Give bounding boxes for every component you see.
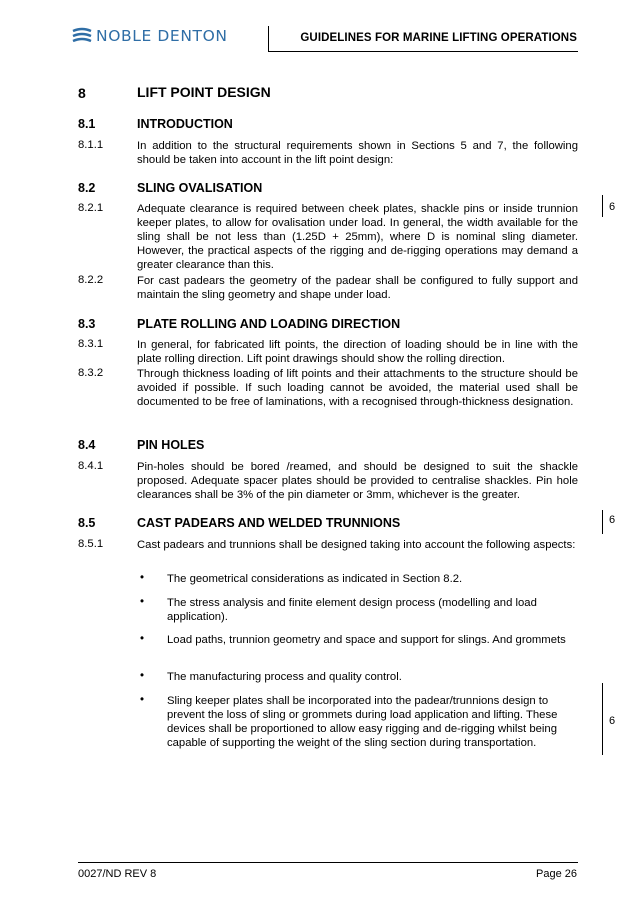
bullet-marker: • [140,596,145,608]
logo-text: NOBLE DENTON [96,27,228,45]
paragraph-text: Cast padears and trunnions shall be designed taking into account the following aspects: [137,539,576,551]
bullet-marker: • [140,572,145,584]
subsection-number: 8.4 [78,438,96,452]
bullet-marker: • [140,670,145,682]
paragraph-number: 8.4.1 [78,460,104,472]
bullet-text: The geometrical considerations as indicated in Section 8.2. [167,573,463,585]
subsection-number: 8.3 [78,317,96,331]
subsection-number: 8.1 [78,117,96,131]
paragraph-text: For cast padears the geometry of the padear shall be configured to fully support and maintain the sling geometry and shape under load. [137,275,578,301]
section-title: LIFT POINT DESIGN [137,84,271,100]
subsection-title: PIN HOLES [137,438,205,452]
subsection-title: SLING OVALISATION [137,181,263,195]
paragraph-number: 8.2.1 [78,202,104,214]
paragraph-text: Through thickness loading of lift points and their attachments to the structure should be avoided if possible. If such loading cannot be avoided, the material used shall be documented to be free of laminations, with a recognised through-thickness designation. [137,368,578,408]
subsection-title: PLATE ROLLING AND LOADING DIRECTION [137,317,401,331]
subsection-title: CAST PADEARS AND WELDED TRUNNIONS [137,516,401,530]
paragraph-text: Adequate clearance is required between cheek plates, shackle pins or inside trunnion keeper plates, to allow for ovalisation under load. In general, the width available for the sling shall be not less than (1.25D + 25mm), where D is nominal sling diameter. However, the practical aspects of the rigging and de-rigging operations may demand a greater clearance than this. [137,203,578,271]
subsection-number: 8.2 [78,181,96,195]
paragraph-text: Pin-holes should be bored /reamed, and should be designed to suit the shackle proposed. Adequate spacer plates should be provided to centralise shackles. Pin hole clearances shall be 3% of the pin diameter or 3mm, whichever is the greater. [137,461,578,501]
wave-lines-logo-icon [72,27,92,45]
header-divider-horizontal [268,51,578,52]
paragraph-number: 8.5.1 [78,538,104,550]
bullet-text: Load paths, trunnion geometry and space and support for slings. And grommets [167,634,566,646]
header-divider-vertical [268,26,269,52]
document-reference: 0027/ND REV 8 [78,868,157,880]
change-bar [602,195,603,217]
paragraph-number: 8.1.1 [78,139,104,151]
change-bar [602,510,603,534]
change-bar [602,683,603,755]
paragraph-text: In addition to the structural requirements shown in Sections 5 and 7, the following should be taken into account in the lift point design: [137,140,578,166]
subsection-number: 8.5 [78,516,96,530]
bullet-text: The stress analysis and finite element design process (modelling and load application). [167,597,537,623]
bullet-marker: • [140,694,145,706]
company-logo [72,26,228,46]
revision-mark: 6 [609,514,616,526]
bullet-text: Sling keeper plates shall be incorporated into the padear/trunnions design to prevent the loss of sling or grommets during load application and lifting. These devices shall be proportioned to allow easy rigging and de-rigging whilst being capable of supporting the weight of the sling section during transportation. [167,695,558,749]
document-title: GUIDELINES FOR MARINE LIFTING OPERATIONS [300,32,577,44]
revision-mark: 6 [609,201,616,213]
footer-divider [78,862,578,863]
bullet-text: The manufacturing process and quality control. [167,671,402,683]
paragraph-number: 8.3.1 [78,338,104,350]
page-number: Page 26 [536,868,577,880]
bullet-marker: • [140,633,145,645]
paragraph-number: 8.2.2 [78,274,104,286]
subsection-title: INTRODUCTION [137,117,233,131]
paragraph-number: 8.3.2 [78,367,104,379]
paragraph-text: In general, for fabricated lift points, the direction of loading should be in line with the plate rolling direction. Lift point drawings should show the rolling direction. [137,339,578,365]
revision-mark: 6 [609,715,616,727]
section-number: 8 [78,85,86,101]
